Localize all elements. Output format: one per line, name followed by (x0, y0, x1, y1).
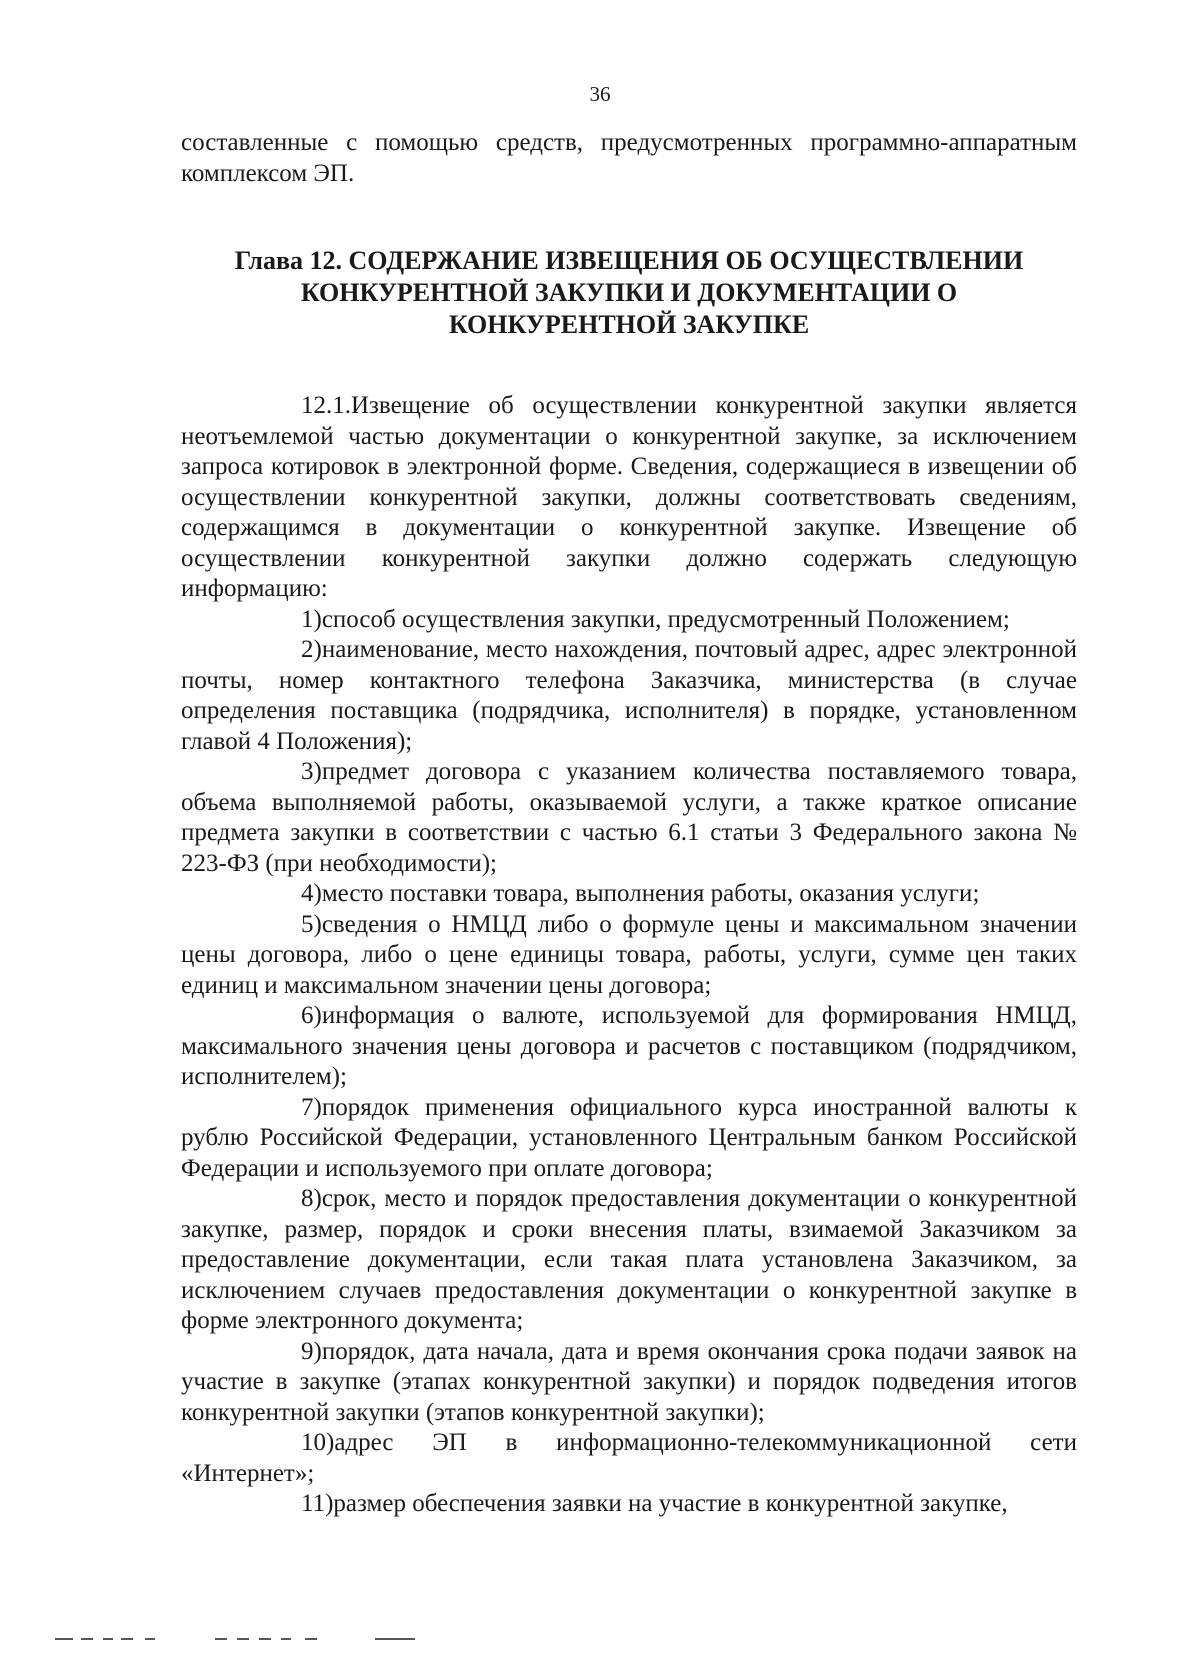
list-item-number: 3) (301, 758, 322, 785)
list-item-number: 1) (301, 605, 322, 633)
list-item-10 (181, 1428, 1077, 1489)
list-item-8 (181, 1184, 1077, 1337)
list-item-text: сведения о НМЦД либо о формуле цены и максимальном значении цены договора, либо о цене единицы товара, работы, услуги, сумме цен таких единиц и максимальном значении цены договора; (181, 910, 1077, 999)
list-item-number: 10) (301, 1429, 335, 1456)
page-number: 36 (589, 82, 611, 106)
scan-artifact-marks (55, 1638, 435, 1644)
list-item-number: 5) (301, 910, 322, 938)
list-item-number: 8) (301, 1185, 322, 1212)
chapter-heading-line-1: Глава 12. СОДЕРЖАНИЕ ИЗВЕЩЕНИЯ ОБ ОСУЩЕСТВЛЕНИИ (234, 246, 1024, 275)
list-item-3 (181, 757, 1077, 879)
list-item-5 (181, 910, 1077, 1002)
list-item-text: размер обеспечения заявки на участие в конкурентной закупке, (333, 1490, 1008, 1517)
list-item-text: адрес ЭП в информационно-телекоммуникационной сети «Интернет»; (181, 1429, 1077, 1487)
list-item-number: 11) (301, 1490, 334, 1517)
list-item-4 (181, 879, 1077, 910)
continued-paragraph: составленные с помощью средств, предусмотренных программно-аппаратным комплексом ЭП. (181, 129, 1077, 187)
list-item-1 (181, 605, 1077, 636)
chapter-heading (181, 245, 1077, 341)
chapter-heading-line-3: КОНКУРЕНТНОЙ ЗАКУПКЕ (448, 310, 810, 339)
list-item-text: предмет договора с указанием количества поставляемого товара, объема выполняемой работы, оказываемой услуги, а также краткое описание предмета закупки в соответствии с частью 6.1 статьи 3 Федерального закона № 223-ФЗ (при необходимости); (181, 758, 1077, 877)
list-item-number: 6) (301, 1002, 322, 1029)
chapter-heading-line-2: КОНКУРЕНТНОЙ ЗАКУПКИ И ДОКУМЕНТАЦИИ О (300, 278, 958, 307)
clause-text: Извещение об осуществлении конкурентной закупки является неотъемлемой частью документации о конкурентной закупке, за исключением запроса котировок в электронной форме. Сведения, содержащиеся в извещении об осуществлении конкурентной закупки, должны соответствовать сведениям, содержащимся в документации о конкурентной закупке. Извещение об осуществлении конкурентной закупки должно содержать следующую информацию: (181, 392, 1077, 602)
list-item-text: порядок, дата начала, дата и время окончания срока подачи заявок на участие в закупке (этапах конкурентной закупки) и порядок подведения итогов конкурентной закупки (этапов конкурентной закупки); (181, 1337, 1077, 1426)
list-item-text: способ осуществления закупки, предусмотренный Положением; (321, 605, 1010, 633)
list-item-text: место поставки товара, выполнения работы, оказания услуги; (321, 880, 980, 907)
list-item-text: информация о валюте, используемой для формирования НМЦД, максимального значения цены договора и расчетов с поставщиком (подрядчиком, исполнителем); (181, 1002, 1077, 1090)
list-item-number: 7) (301, 1093, 322, 1121)
clause-number: 12.1. (301, 392, 351, 419)
list-item-text: наименование, место нахождения, почтовый адрес, адрес электронной почты, номер контактного телефона Заказчика, министерства (в случае определения поставщика (подрядчика, исполнителя) в порядке, установленном главой 4 Положения); (181, 636, 1077, 755)
list-item-2 (181, 635, 1077, 757)
list-item-7 (181, 1093, 1077, 1185)
list-item-number: 9) (301, 1337, 322, 1365)
list-item-6 (181, 1001, 1077, 1093)
clause-12-1 (181, 391, 1077, 605)
list-item-text: порядок применения официального курса иностранной валюты к рублю Российской Федерации, установленного Центральным банком Российской Федерации и используемого при оплате договора; (181, 1093, 1077, 1182)
list-item-11 (181, 1489, 1077, 1520)
list-item-number: 2) (301, 636, 322, 663)
list-item-9 (181, 1337, 1077, 1429)
list-item-number: 4) (301, 880, 322, 907)
list-item-text: срок, место и порядок предоставления документации о конкурентной закупке, размер, порядок и сроки внесения платы, взимаемой Заказчиком за предоставление документации, если такая плата установлена Заказчиком, за исключением случаев предоставления документации о конкурентной закупке в форме электронного документа; (181, 1185, 1077, 1334)
document-body (181, 128, 1077, 1520)
